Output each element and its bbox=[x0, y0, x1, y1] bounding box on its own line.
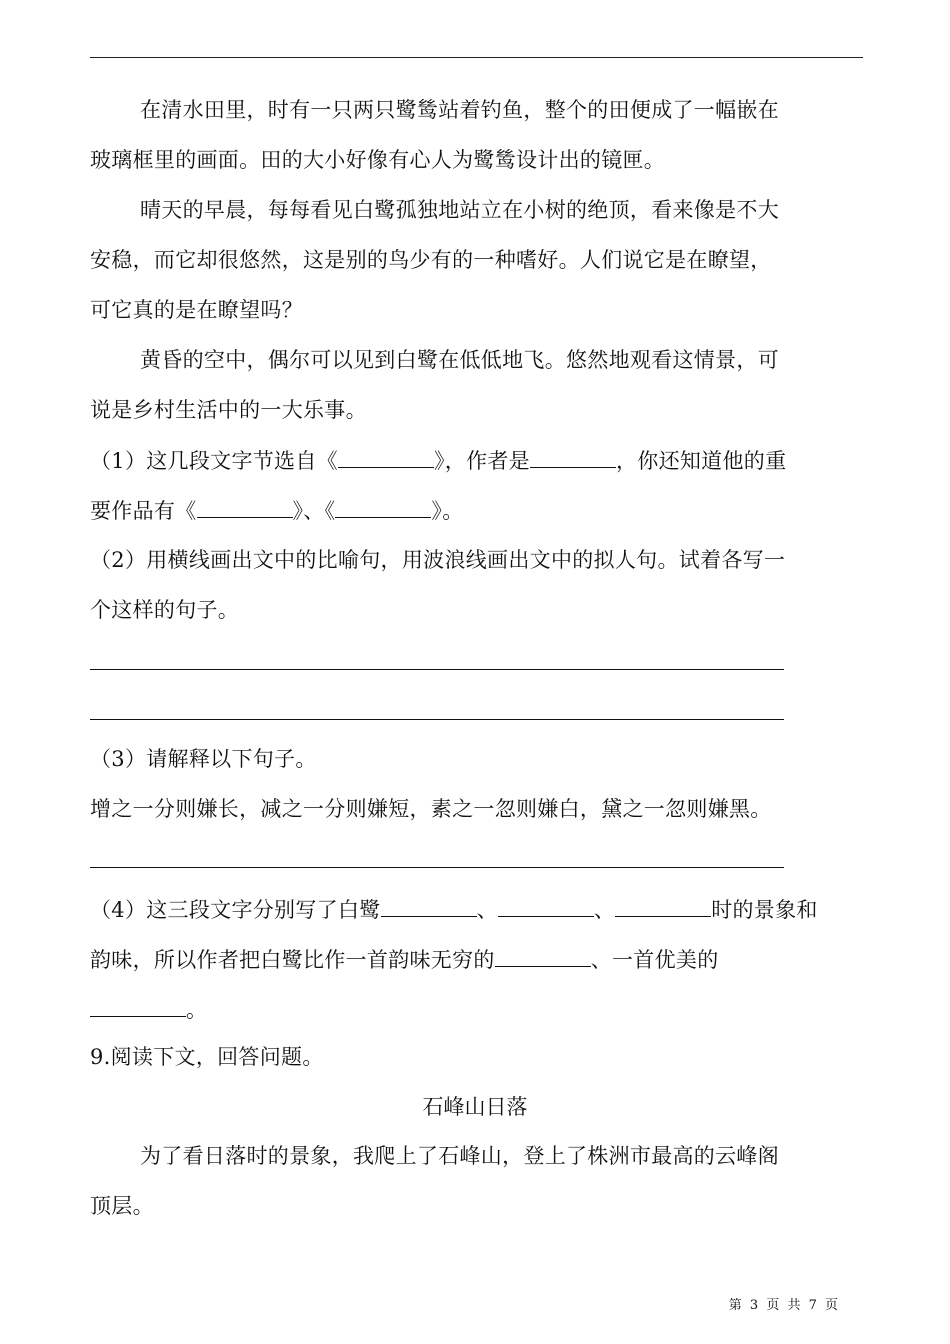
q1-text: ，你还知道他的重 bbox=[615, 449, 787, 473]
question-3-line-1: （3）请解释以下句子。 bbox=[90, 747, 317, 771]
article-title: 石峰山日落 bbox=[422, 1095, 528, 1119]
q1-text: 》。 bbox=[431, 499, 464, 523]
question-4-line-1 bbox=[90, 894, 818, 925]
passage-line: 安稳，而它却很悠然，这是别的鸟少有的一种嗜好。人们说它是在瞭望， bbox=[90, 248, 772, 272]
answer-line[interactable] bbox=[90, 669, 784, 670]
q4-text: （4）这三段文字分别写了白鹭 bbox=[90, 898, 381, 922]
q1-text: 要作品有《 bbox=[90, 499, 197, 523]
question-1-line-1 bbox=[90, 445, 786, 476]
question-4-line-3 bbox=[90, 994, 207, 1025]
question-2-line-2: 个这样的句子。 bbox=[90, 598, 240, 622]
passage-line: 晴天的早晨，每每看见白鹭孤独地站立在小树的绝顶，看来像是不大 bbox=[140, 198, 779, 222]
fill-blank[interactable] bbox=[338, 445, 434, 468]
passage-line: 黄昏的空中，偶尔可以见到白鹭在低低地飞。悠然地观看这情景，可 bbox=[140, 348, 779, 372]
fill-blank[interactable] bbox=[530, 445, 616, 468]
answer-line[interactable] bbox=[90, 867, 784, 868]
answer-line[interactable] bbox=[90, 719, 784, 720]
fill-blank[interactable] bbox=[615, 894, 711, 917]
question-9-heading: 9.阅读下文，回答问题。 bbox=[90, 1045, 324, 1069]
q4-text: 。 bbox=[186, 998, 208, 1022]
q4-sep: 、 bbox=[476, 898, 498, 922]
page-number: 第 3 页 共 7 页 bbox=[728, 1298, 840, 1313]
passage-line: 可它真的是在瞭望吗？ bbox=[90, 298, 303, 322]
fill-blank[interactable] bbox=[90, 994, 186, 1017]
passage-line: 玻璃框里的画面。田的大小好像有心人为鹭鸶设计出的镜匣。 bbox=[90, 148, 666, 172]
fill-blank[interactable] bbox=[335, 495, 431, 518]
q4-text: 、一首优美的 bbox=[590, 948, 719, 972]
q4-text: 时的景象和 bbox=[711, 898, 818, 922]
question-4-line-2 bbox=[90, 944, 719, 975]
q4-sep: 、 bbox=[593, 898, 616, 922]
article-line: 为了看日落时的景象，我爬上了石峰山，登上了株洲市最高的云峰阁 bbox=[140, 1144, 779, 1168]
q1-text: 》、《 bbox=[292, 499, 336, 523]
fill-blank[interactable] bbox=[498, 894, 594, 917]
fill-blank[interactable] bbox=[197, 495, 293, 518]
q1-text: （1）这几段文字节选自《 bbox=[90, 449, 338, 473]
fill-blank[interactable] bbox=[495, 944, 591, 967]
question-3-line-2: 增之一分则嫌长，减之一分则嫌短，素之一忽则嫌白，黛之一忽则嫌黑。 bbox=[90, 797, 772, 821]
article-line: 顶层。 bbox=[90, 1194, 154, 1218]
q4-text: 韵味，所以作者把白鹭比作一首韵味无穷的 bbox=[90, 948, 495, 972]
question-1-line-2 bbox=[90, 495, 464, 526]
question-2-line-1: （2）用横线画出文中的比喻句，用波浪线画出文中的拟人句。试着各写一 bbox=[90, 548, 786, 572]
fill-blank[interactable] bbox=[381, 894, 477, 917]
passage-line: 说是乡村生活中的一大乐事。 bbox=[90, 398, 367, 422]
passage-line: 在清水田里，时有一只两只鹭鸶站着钓鱼，整个的田便成了一幅嵌在 bbox=[140, 98, 779, 122]
q1-text: 》，作者是 bbox=[433, 449, 530, 473]
header-rule bbox=[90, 57, 863, 58]
